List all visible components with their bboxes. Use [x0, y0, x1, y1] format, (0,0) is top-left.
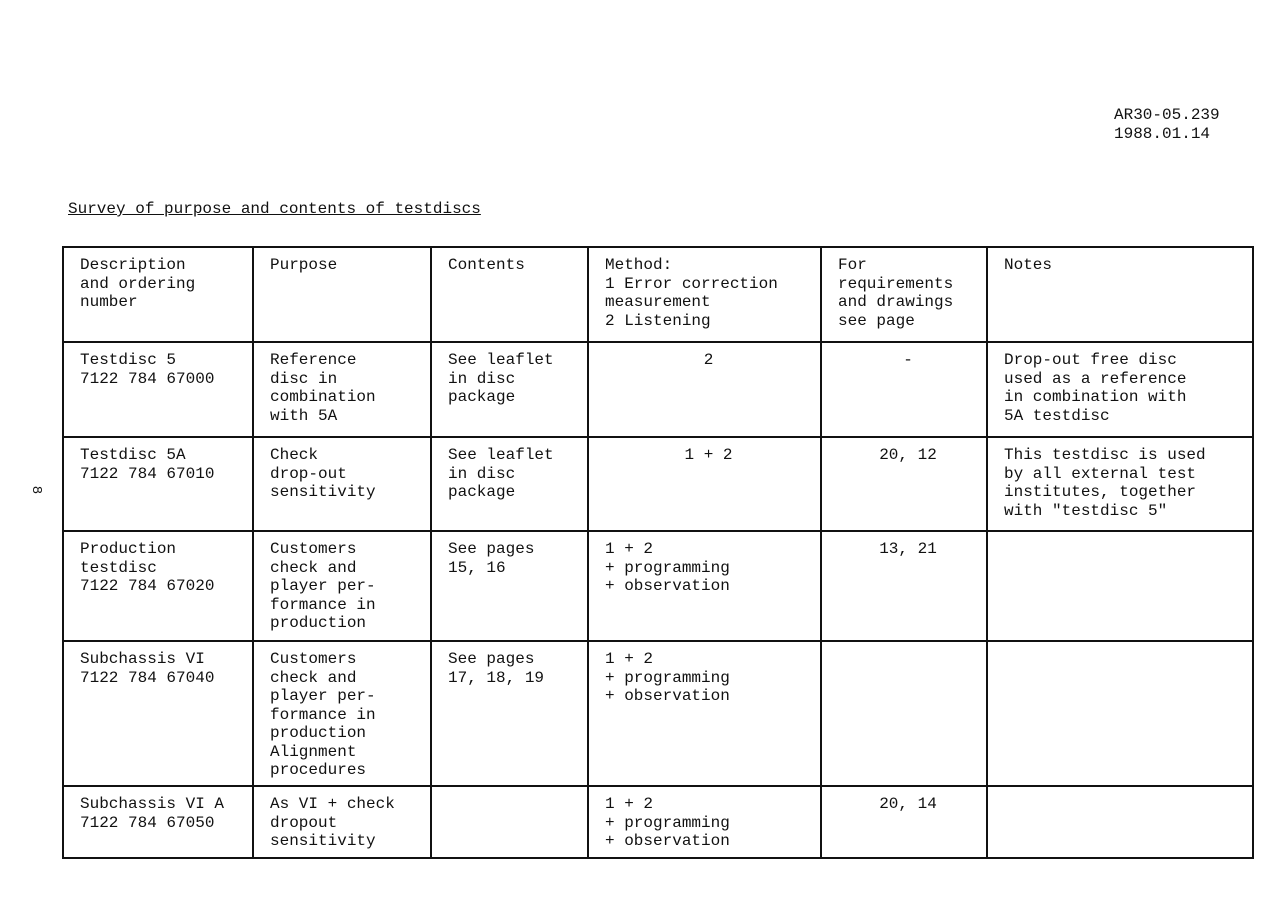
- cell-requirements: [821, 641, 987, 786]
- cell-contents: See leaflet in disc package: [431, 342, 588, 437]
- header-requirements: For requirements and drawings see page: [821, 247, 987, 342]
- cell-notes: This testdisc is used by all external test institutes, together with "testdisc 5": [987, 437, 1253, 531]
- cell-notes: [987, 786, 1253, 858]
- table-row: [63, 641, 1253, 786]
- cell-method: 1 + 2: [588, 437, 821, 531]
- cell-requirements: 20, 14: [821, 786, 987, 858]
- header-method: Method: 1 Error correction measurement 2 Listening: [588, 247, 821, 342]
- cell-purpose: Customers check and player per- formance in production Alignment procedures: [253, 641, 431, 786]
- table-header-row: [63, 247, 1253, 342]
- table-row: [63, 786, 1253, 858]
- cell-contents: See leaflet in disc package: [431, 437, 588, 531]
- header-purpose: Purpose: [253, 247, 431, 342]
- cell-description: Subchassis VI A 7122 784 67050: [63, 786, 253, 858]
- table-row: [63, 342, 1253, 437]
- table-row: [63, 531, 1253, 641]
- header-contents: Contents: [431, 247, 588, 342]
- cell-method: 1 + 2 + programming + observation: [588, 641, 821, 786]
- cell-requirements: 13, 21: [821, 531, 987, 641]
- cell-notes: [987, 531, 1253, 641]
- header-description: Description and ordering number: [63, 247, 253, 342]
- cell-description: Subchassis VI 7122 784 67040: [63, 641, 253, 786]
- document-date: 1988.01.14: [1114, 125, 1211, 143]
- cell-requirements: 20, 12: [821, 437, 987, 531]
- cell-purpose: Customers check and player per- formance in production: [253, 531, 431, 641]
- cell-purpose: Check drop-out sensitivity: [253, 437, 431, 531]
- cell-method: 1 + 2 + programming + observation: [588, 531, 821, 641]
- cell-description: Production testdisc 7122 784 67020: [63, 531, 253, 641]
- page-number: 8: [28, 485, 45, 495]
- cell-notes: Drop-out free disc used as a reference in combination with 5A testdisc: [987, 342, 1253, 437]
- document-header: [1114, 106, 1220, 144]
- cell-contents: See pages 15, 16: [431, 531, 588, 641]
- cell-notes: [987, 641, 1253, 786]
- cell-description: Testdisc 5 7122 784 67000: [63, 342, 253, 437]
- cell-description: Testdisc 5A 7122 784 67010: [63, 437, 253, 531]
- cell-purpose: As VI + check dropout sensitivity: [253, 786, 431, 858]
- cell-requirements: -: [821, 342, 987, 437]
- cell-purpose: Reference disc in combination with 5A: [253, 342, 431, 437]
- testdisc-survey-table: [62, 246, 1254, 859]
- cell-contents: See pages 17, 18, 19: [431, 641, 588, 786]
- document-reference: AR30-05.239: [1114, 106, 1220, 124]
- header-notes: Notes: [987, 247, 1253, 342]
- cell-method: 2: [588, 342, 821, 437]
- table-row: [63, 437, 1253, 531]
- cell-method: 1 + 2 + programming + observation: [588, 786, 821, 858]
- page-title: Survey of purpose and contents of testdiscs: [68, 200, 481, 218]
- cell-contents: [431, 786, 588, 858]
